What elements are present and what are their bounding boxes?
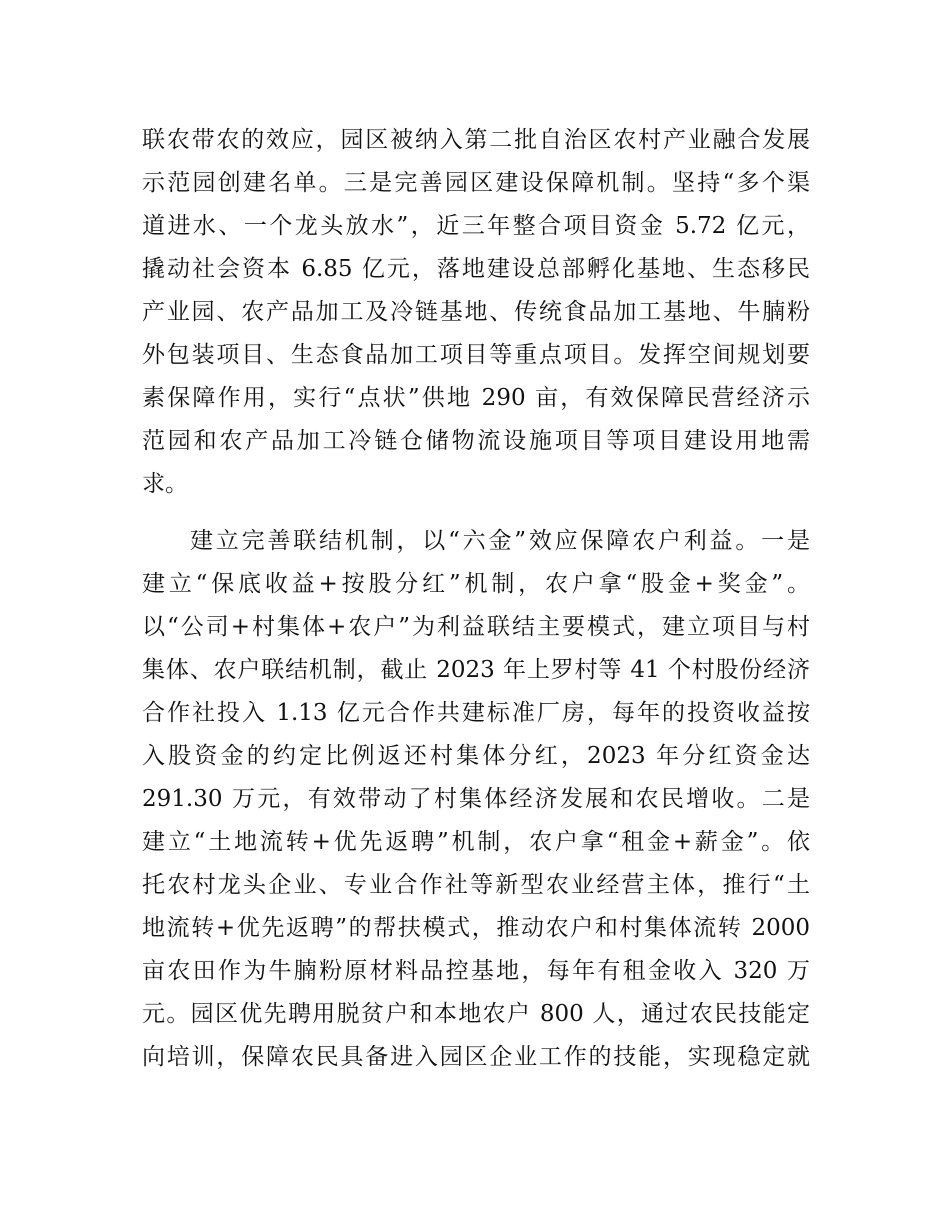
- paragraph-2-line-6: 入股资金的约定比例返还村集体分红，2023 年分红资金达: [142, 743, 810, 769]
- paragraph-2-line-12: 元。园区优先聘用脱贫户和本地农户 800 人，通过农民技能定: [142, 1001, 810, 1027]
- paragraph-2-line-10: 地流转+优先返聘”的帮扶模式，推动农户和村集体流转 2000: [142, 915, 810, 941]
- paragraph-2-line-7: 291.30 万元，有效带动了村集体经济发展和农民增收。二是: [142, 786, 810, 812]
- paragraph-2-line-4: 集体、农户联结机制，截止 2023 年上罗村等 41 个村股份经济: [142, 657, 810, 683]
- paragraph-2-line-5: 合作社投入 1.13 亿元合作共建标准厂房，每年的投资收益按: [142, 700, 810, 726]
- paragraph-1-line-9: 求。: [142, 471, 188, 497]
- paragraph-1-line-4: 撬动社会资本 6.85 亿元，落地建设总部孵化基地、生态移民: [142, 256, 810, 282]
- paragraph-1-line-2: 示范园创建名单。三是完善园区建设保障机制。坚持“多个渠: [142, 170, 810, 196]
- paragraph-2-line-8: 建立“土地流转+优先返聘”机制，农户拿“租金+薪金”。依: [142, 829, 810, 855]
- paragraph-1-line-7: 素保障作用，实行“点状”供地 290 亩，有效保障民营经济示: [142, 385, 810, 411]
- paragraph-1-line-1: 联农带农的效应，园区被纳入第二批自治区农村产业融合发展: [142, 127, 810, 153]
- paragraph-2-line-3: 以“公司+村集体+农户”为利益联结主要模式，建立项目与村: [142, 614, 810, 640]
- paragraph-2-line-11: 亩农田作为牛腩粉原材料品控基地，每年有租金收入 320 万: [142, 958, 810, 984]
- paragraph-1-line-8: 范园和农产品加工冷链仓储物流设施项目等项目建设用地需: [142, 428, 810, 454]
- paragraph-1-line-6: 外包装项目、生态食品加工项目等重点项目。发挥空间规划要: [142, 342, 810, 368]
- paragraph-2-line-9: 托农村龙头企业、专业合作社等新型农业经营主体，推行“土: [142, 872, 810, 898]
- paragraph-2-line-1: 建立完善联结机制，以“六金”效应保障农户利益。一是: [190, 528, 810, 554]
- paragraph-2-line-2: 建立“保底收益+按股分红”机制，农户拿“股金+奖金”。: [142, 571, 810, 597]
- paragraph-2-line-13: 向培训，保障农民具备进入园区企业工作的技能，实现稳定就: [142, 1044, 810, 1070]
- paragraph-1-line-5: 产业园、农产品加工及冷链基地、传统食品加工基地、牛腩粉: [142, 299, 810, 325]
- paragraph-1-line-3: 道进水、一个龙头放水”，近三年整合项目资金 5.72 亿元，: [142, 213, 810, 239]
